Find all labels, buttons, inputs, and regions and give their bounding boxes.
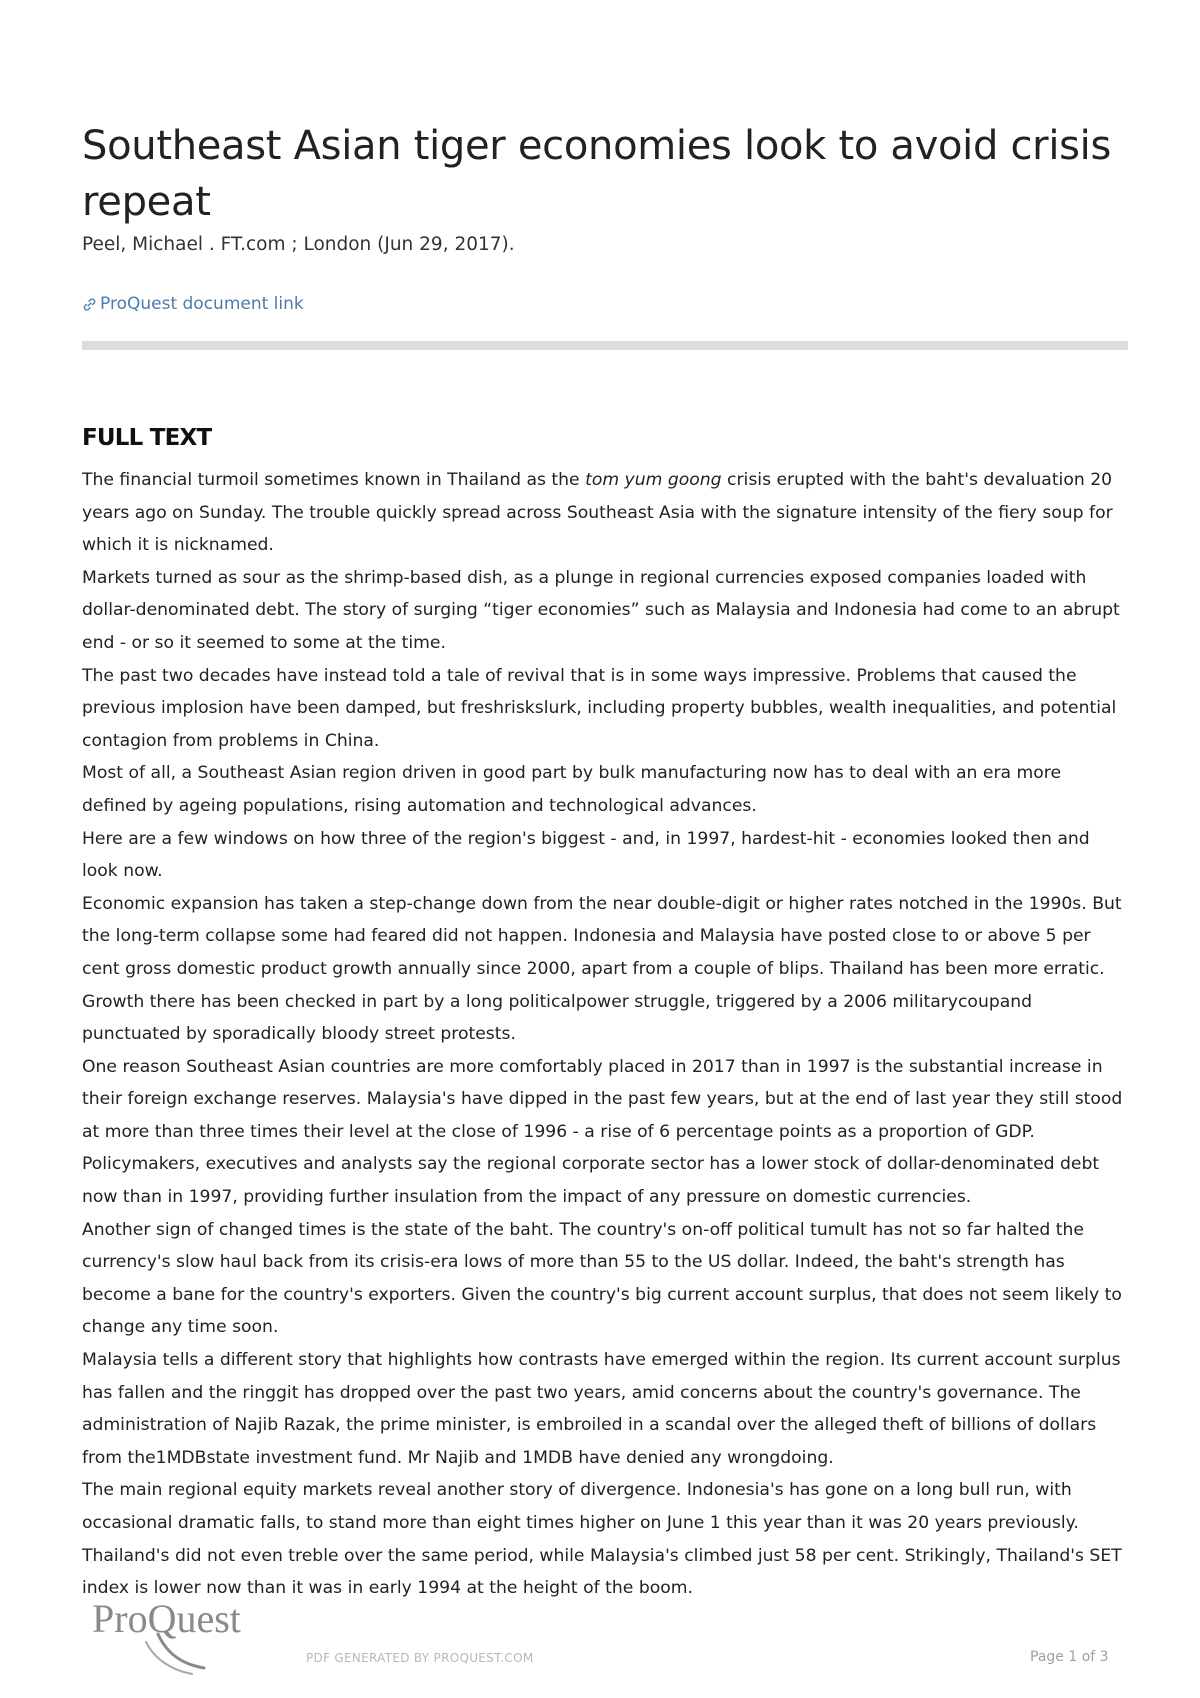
header-divider <box>82 341 1128 350</box>
full-text-heading: FULL TEXT <box>82 425 212 451</box>
article-citation: Peel, Michael . FT.com ; London (Jun 29, 2017). <box>82 234 515 255</box>
link-icon <box>82 297 97 312</box>
paragraph-8: Another sign of changed times is the state of the baht. The country's on-off political tumult has not so far halted the currency's slow haul back from its crisis-era lows of more than 55 to the US dollar. Indeed, the baht's strength has become a bane for the country's exporters. Given the country's big current account surplus, that does not seem likely to change any time soon. <box>82 1219 1122 1338</box>
proquest-document-link[interactable] <box>82 291 304 317</box>
article-body <box>82 464 1128 1605</box>
proquest-logo <box>88 1598 248 1678</box>
footer-generated-note: PDF GENERATED BY PROQUEST.COM <box>306 1651 534 1665</box>
paragraph-1 <box>82 464 1128 562</box>
logo-wordmark: ProQuest <box>92 1598 241 1641</box>
paragraph-9: Malaysia tells a different story that highlights how contrasts have emerged within the region. Its current account surplus has fallen and the ringgit has dropped over the past two years, amid concerns about the country's governance. The administration of Najib Razak, the prime minister, is embroiled in a scandal over the alleged theft of billions of dollars from the1MDBstate investment fund. Mr Najib and 1MDB have denied any wrongdoing. <box>82 1350 1121 1468</box>
paragraph-1-before: The financial turmoil sometimes known in Thailand as the <box>82 470 586 490</box>
paragraph-10: The main regional equity markets reveal another story of divergence. Indonesia's has gone on a long bull run, with occasional dramatic falls, to stand more than eight times higher on June 1 this year than it was 20 years previously. Thailand's did not even treble over the same period, while Malaysia's climbed just 58 per cent. Strikingly, Thailand's SET index is lower now than it was in early 1994 at the height of the boom. <box>82 1480 1122 1599</box>
paragraph-3: The past two decades have instead told a tale of revival that is in some ways impressive. Problems that caused the previous implosion have been damped, but freshriskslurk, including property bubbles, wealth inequalities, and potential contagion from problems in China. <box>82 665 1117 751</box>
page-number: Page 1 of 3 <box>1030 1649 1109 1665</box>
paragraph-6: Economic expansion has taken a step-change down from the near double-digit or higher rates notched in the 1990s. But the long-term collapse some had feared did not happen. Indonesia and Malaysia have posted close to or above 5 per cent gross domestic product growth annually since 2000, apart from a couple of blips. Thailand has been more erratic. Growth there has been checked in part by a long politicalpower struggle, triggered by a 2006 militarycoupand punctuated by sporadically bloody street protests. <box>82 893 1122 1045</box>
paragraph-1-after: crisis erupted with the baht's devaluation 20 years ago on Sunday. The trouble quickly spread across Southeast Asia with the signature intensity of the fiery soup for which it is nicknamed. <box>82 470 1113 556</box>
paragraph-5: Here are a few windows on how three of the region's biggest - and, in 1997, hardest-hit - economies looked then and look now. <box>82 828 1090 882</box>
article-title: Southeast Asian tiger economies look to avoid crisis repeat <box>82 123 1112 225</box>
paragraph-4: Most of all, a Southeast Asian region driven in good part by bulk manufacturing now has to deal with an era more defined by ageing populations, rising automation and technological advances. <box>82 763 1062 816</box>
paragraph-2: Markets turned as sour as the shrimp-based dish, as a plunge in regional currencies exposed companies loaded with dollar-denominated debt. The story of surging “tiger economies” such as Malaysia and Indonesia had come to an abrupt end - or so it seemed to some at the time. <box>82 567 1120 653</box>
paragraph-1-italic: tom yum goong <box>585 470 722 490</box>
link-label: ProQuest document link <box>100 294 304 314</box>
paragraph-7: One reason Southeast Asian countries are more comfortably placed in 2017 than in 1997 is the substantial increase in their foreign exchange reserves. Malaysia's have dipped in the past few years, but at the end of last year they still stood at more than three times their level at the close of 1996 - a rise of 6 percentage points as a proportion of GDP. Policymakers, executives and analysts say the regional corporate sector has a lower stock of dollar-denominated debt now than in 1997, providing further insulation from the impact of any pressure on domestic currencies. <box>82 1056 1123 1208</box>
